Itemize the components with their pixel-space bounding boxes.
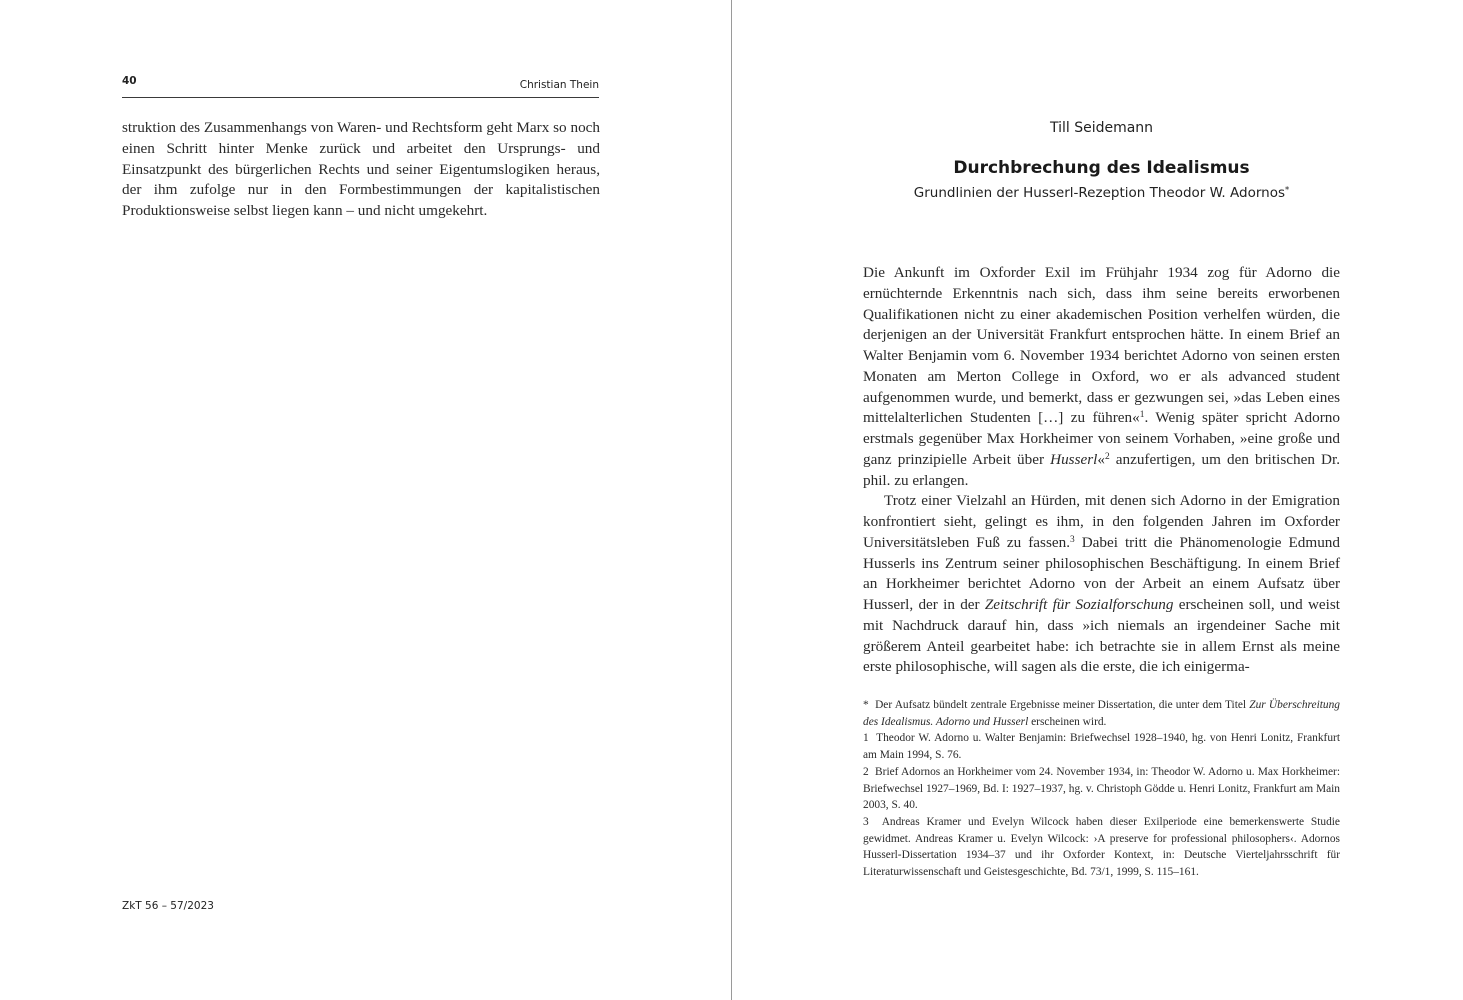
footnotes [863,697,1340,881]
left-body-text [122,118,600,222]
article-author: Till Seidemann [1049,120,1154,136]
article-title: Durchbrechung des Idealismus [953,158,1250,178]
page-number: 40 [122,75,137,87]
footnote-ref: 1 [1139,410,1145,421]
footnote-number: 1 [863,732,869,745]
text-run: « [1097,450,1105,468]
paragraph-1 [863,263,1340,491]
footnote-text: Theodor W. Adorno u. Walter Benjamin: Briefwechsel 1928–1940, hg. von Henri Lonitz, Frankfurt am Main 1994, S. 76. [863,732,1340,762]
footnote-ref: 3 [1070,534,1075,545]
text-run: erscheinen soll, und weist mit Nachdruck darauf hin, dass »ich niemals an irgendeiner Sache mit größerem Anteil gearbeitet habe: ich betrachte sie in allem Ernst als meine erste philosophische, will sagen als die erste, die ich einigerma- [863,596,1341,676]
subtitle-footnote-mark: * [1285,184,1290,195]
text-run: Die Ankunft im Oxforder Exil im Frühjahr 1934 zog für Adorno die ernüchternde Erkenntnis nach sich, dass ihm seine bereits erworbenen Qualifikationen nicht zu einer akademischen Position verhelfen würden, die derjenigen an der Universität Frankfurt entsprochen hätte. In einem Brief an Walter Benjamin vom 6. November 1934 berichtet Adorno von seinen ersten Monaten am Merton College in Oxford, wo er als advanced student aufgenommen wurde, und bemerkt, dass er gezwungen sei, »das Leben eines mittelalterlichen Studenten […] zu führen« [863,264,1340,427]
subtitle-text: Grundlinien der Husserl-Rezeption Theodor W. Adornos [913,185,1286,201]
footnote-text: Brief Adornos an Horkheimer vom 24. November 1934, in: Theodor W. Adorno u. Max Horkheimer: Briefwechsel 1927–1969, Bd. I: 1927–1937, hg. v. Christoph Gödde u. Henri Lonitz, Frankfurt am Main 2003, S. 40. [863,765,1340,812]
footnote-star [863,697,1340,730]
footnote-2 [863,764,1340,814]
footnote-3 [863,814,1340,881]
running-head-author: Christian Thein [519,79,599,91]
footnote-text: Andreas Kramer und Evelyn Wilcock haben dieser Exilperiode eine bemerkenswerte Studie gewidmet. Andreas Kramer u. Evelyn Wilcock: ›A preserve for professional philosophers‹. Adornos Husserl-Dissertation 1934–37 und ihr Oxforder Kontext, in: Deutsche Vierteljahrsschrift für Literaturwissenschaft und Geistesgeschichte, Bd. 73/1, 1999, S. 115–161. [863,815,1340,879]
footnote-number: 3 [863,815,869,828]
right-body-text [863,263,1340,678]
paragraph: struktion des Zusammenhangs von Waren- und Rechtsform geht Marx so noch einen Schritt hinter Menke zurück und arbeitet den Ursprungs- und Einsatzpunkt des bürgerlichen Rechts und seiner Eigentumslogiken heraus, der ihm zufolge nur in den Formbestimmungen der kapitalistischen Produktionsweise selbst liegen kann – und nicht umgekehrt. [122,119,600,219]
text-run: Trotz einer Vielzahl an Hürden, mit denen sich Adorno in der Emigration konfrontiert sieht, gelingt es ihm, in den folgenden Jahren im Oxforder Universitätsleben Fuß zu fassen. [863,492,1340,551]
text-run: Dabei tritt die Phänomenologie Edmund Husserls ins Zentrum seiner philosophischen Beschäftigung. In einem Brief an Horkheimer berichtet Adorno von der Arbeit an einem Aufsatz über Husserl, der in der [863,533,1340,613]
italic-text: Zeitschrift für Sozialforschung [984,596,1174,613]
text-run: . Wenig später spricht Adorno erstmals gegenüber Max Horkheimer von seinem Vorhaben, »eine große und ganz prinzipielle Arbeit über [863,409,1340,468]
footnote-ref: 2 [1104,451,1110,462]
text-run: erscheinen wird. [1028,715,1107,728]
article-subtitle [863,185,1340,201]
text-run: Der Aufsatz bündelt zentrale Ergebnisse meiner Dissertation, die unter dem Titel [875,699,1250,711]
italic-text: Husserl [1050,450,1098,468]
running-head [122,75,599,98]
footnote-mark: * [863,699,869,711]
paragraph-2 [863,491,1340,678]
italic-text: Zur Überschreitung des Idealismus. Adorno und Husserl [863,699,1341,728]
text-run: anzufertigen, um den britischen Dr. phil. zu erlangen. [863,450,1340,489]
journal-footer: ZkT 56 – 57/2023 [122,900,214,912]
footnote-number: 2 [863,765,869,778]
footnote-1 [863,730,1340,763]
